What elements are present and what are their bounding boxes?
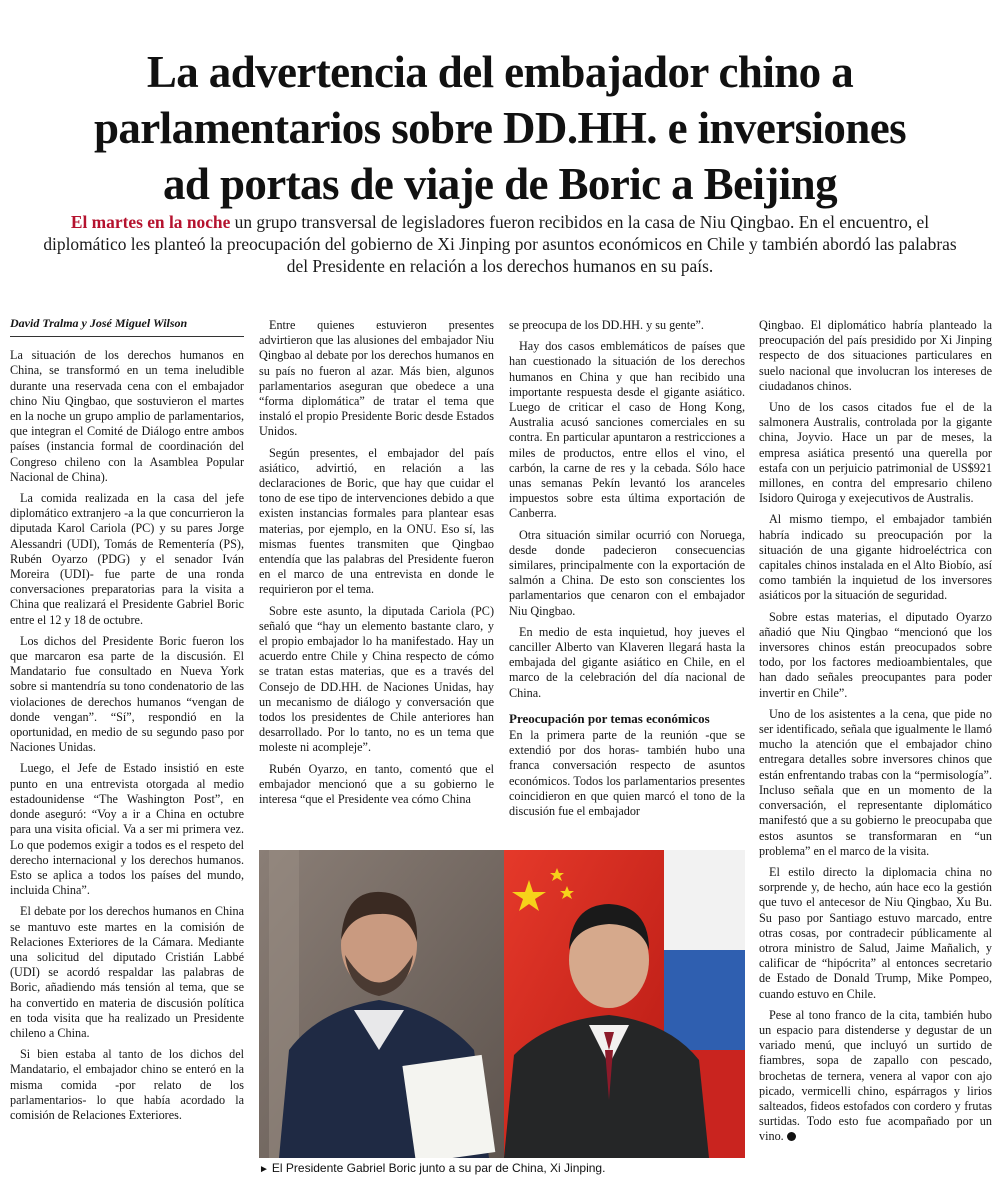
russia-flag xyxy=(664,850,745,950)
paragraph-last xyxy=(759,1008,992,1145)
article-column-1 xyxy=(10,318,244,1129)
paragraph: La situación de los derechos humanos en China, se transformó en un tema ineludible durante una reservada cena con el embajador chino Niu Qingbao, que sostuvieron el martes en la noche un grupo amplio de parlamentarios, que integran el Comité de Diálogo entre ambos países (instancia formal de coordinación del Congreso chileno con la Asamblea Popular Nacional de China). xyxy=(10,348,244,484)
headline-line-2: parlamentarios sobre DD.HH. e inversiones xyxy=(93,103,906,154)
article-column-3 xyxy=(509,318,745,825)
paragraph: Según presentes, el embajador del país asiático, advirtió, en relación a las declaraciones de Boric, que hay que cuidar el tono de ese tipo de intervenciones debido a que existen instancias formales para plantear esas materias, por ejemplo, en la ONU. Eso sí, las mismas fuentes transmiten que Qingbao entendía que las palabras del Presidente fueron en el marco de una entrevista en donde le requirieron por el tema. xyxy=(259,445,494,597)
paragraph: Luego, el Jefe de Estado insistió en este punto en una entrevista otorgada al medio estadounidense “The Washington Post”, en donde aseguró: “Voy a ir a China en octubre para una visita oficial. Va a ser mi primera vez. Lo que podemos exigir a todos es el respeto del derecho internacional y los derechos humanos. Esto se aplica a todos los países del mundo, incluida China”. xyxy=(10,761,244,898)
lead-kicker: El martes en la noche xyxy=(70,212,231,232)
paragraph: En medio de esta inquietud, hoy jueves el canciller Alberto van Klaveren llegará hasta la embajada del gigante asiático en Chile, en el marco de la celebración del día nacional de China. xyxy=(509,624,745,700)
headline-line-3: ad portas de viaje de Boric a Beijing xyxy=(162,159,837,210)
paragraph: La comida realizada en la casa del jefe diplomático extranjero -a la que concurrieron la diputada Karol Cariola (PC) y su pares Jorge Alessandri (UDI), Tomás de Rementería (PS), Rubén Oyarzo (PDG) y el senador Iván Moreira (UDI)- fue parte de una ronda conversaciones preparatorias para la visita a China que realizará el Presidente Gabriel Boric entre el 12 y 18 de octubre. xyxy=(10,491,244,627)
paragraph: Los dichos del Presidente Boric fueron los que marcaron esa parte de la discusión. El Mandatario fue consultado en Nueva York sobre si mantendría su tono condenatorio de las violaciones de derechos humanos “vengan de donde vengan”. “Sí”, respondió en la oportunidad, en medio de su segundo paso por Naciones Unidas. xyxy=(10,633,244,755)
headline-line-1: La advertencia del embajador chino a xyxy=(146,47,854,98)
paragraph: Sobre estas materias, el diputado Oyarzo añadió que Niu Qingbao “mencionó que los inversores chinos están preocupados sobre todo, por los factores medioambientales, que han dado señales preocupantes para poder invertir en Chile”. xyxy=(759,609,992,700)
news-photo xyxy=(259,850,745,1158)
caption-marker-icon: ► xyxy=(259,1164,269,1175)
subheading: Preocupación por temas económicos xyxy=(509,710,710,726)
article-column-4 xyxy=(759,318,992,1151)
byline: David Tralma y José Miguel Wilson xyxy=(10,316,244,337)
lead-paragraph xyxy=(40,211,960,277)
paragraph: se preocupa de los DD.HH. y su gente”. xyxy=(509,318,704,332)
paragraph: Si bien estaba al tanto de los dichos del Mandatario, el embajador chino se enteró en la misma comida -por relato de los parlamentarios- lo que había acordado la comisión de Relaciones Exteriores. xyxy=(10,1047,244,1122)
caption-text: El Presidente Gabriel Boric junto a su par de China, Xi Jinping. xyxy=(271,1161,606,1175)
photo-illustration xyxy=(259,850,745,1158)
photo-caption xyxy=(259,1161,745,1177)
end-mark-icon xyxy=(787,1132,796,1141)
paragraph: En la primera parte de la reunión -que se extendió por dos horas- también hubo una franca conversación respecto de asuntos económicos. Todos los parlamentarios presentes coincidieron en que quien marcó el tono de la discusión fue el embajador xyxy=(509,728,745,819)
paragraph: El estilo directo la diplomacia china no sorprende y, de hecho, aún hace eco la gestión que tuvo el antecesor de Niu Qingbao, Xu Bu. Su paso por Santiago estuvo marcado, entre otras cosas, por contradecir públicamente al otrora ministro de Salud, Jaime Mañalich, y calificar de “hipócrita” al entonces secretario de Estado de Donald Trump, Mike Pompeo, cuando estuvo en Chile. xyxy=(759,864,992,1001)
paragraph: Al mismo tiempo, el embajador también habría indicado su preocupación por la situación de una gigante hidroeléctrica con capitales chinos instalada en el Alto Biobío, así como también la inquietud de los inversores asiáticos por la situación de seguridad. xyxy=(759,512,992,603)
paragraph: Rubén Oyarzo, en tanto, comentó que el embajador mencionó que a su gobierno le interesa “que el Presidente vea cómo China xyxy=(259,761,494,807)
paragraph: Sobre este asunto, la diputada Cariola (PC) señaló que “hay un elemento bastante claro, y el propio embajador lo ha manifestado. Hay un acuerdo entre Chile y China respecto de cómo se tratan estas materias, que es a través del Consejo de DD.HH. de Naciones Unidas, hay un mecanismo de diálogo y conversación que todos los presidentes de Chile anteriores han desarrollado. Por lo tanto, no es un tema que moleste ni acompleje”. xyxy=(259,603,494,755)
paragraph: Entre quienes estuvieron presentes advirtieron que las alusiones del embajador Niu Qingbao al debate por los derechos humanos en su país no fueron al azar. Más bien, algunos parlamentarios aseguran que obedece a una “forma diplomática” de tratar el tema que instaló el propio Presidente Boric desde Estados Unidos. xyxy=(259,318,494,439)
lead-text: un grupo transversal de legisladores fueron recibidos en la casa de Niu Qingbao. En el encuentro, el diplomático les planteó la preocupación del gobierno de Xi Jinping por asuntos económicos en Chile y también abordó las palabras del Presidente en relación a los derechos humanos en su país. xyxy=(43,212,957,276)
article-column-2 xyxy=(259,318,494,813)
paragraph: Uno de los casos citados fue el de la salmonera Australis, controlada por la gigante china, Joyvio. Hace un par de meses, la empresa asiática presentó una querella por estafa con un perjuicio patrimonial de US$921 millones, en contra del empresario chileno Isidoro Quiroga y exejecutivos de Australis. xyxy=(759,400,992,506)
paragraph: Otra situación similar ocurrió con Noruega, desde donde padecieron consecuencias similares, principalmente con la exportación de salmón a China. De esto son conscientes los parlamentarios que cenaron con el embajador Niu Qingbao. xyxy=(509,527,745,618)
paragraph-text: Pese al tono franco de la cita, también hubo un espacio para distenderse y degustar de un variado menú, que incluyó un surtido de fiambres, sopa de zapallo con pescado, brochetas de ternera, venera al vapor con ajo picado, vermicelli chino, espárragos y lirios salteados, fideos estofados con cordero y frutas surtidas. Todo esto fue acompañado por un vino. xyxy=(759,1007,992,1144)
paragraph: Uno de los asistentes a la cena, que pide no ser identificado, señala que igualmente le llamó mucho la atención que el embajador chino entregara detalles sobre inversores chinos que están enfrentando trabas con la “permisología”. Incluso señala que en un momento de la conversación, el representante diplomático manifestó que a su gobierno le preocupaba que estos asuntos se transformaran en “un problema” en el marco de la visita. xyxy=(759,706,992,858)
paragraph: Qingbao. El diplomático habría planteado la preocupación del país presidido por Xi Jinping respecto de dos situaciones particulares en suelo nacional que involucran los intereses de ciudadanos chinos. xyxy=(759,318,992,393)
headline xyxy=(20,44,980,212)
paragraph: Hay dos casos emblemáticos de países que han cuestionado la situación de los derechos humanos en China y que han recibido una importante respuesta desde el gigante asiático. Luego de criticar el caso de Hong Kong, Australia acusó sanciones comerciales en su contra. En particular apuntaron a restricciones a miles de productos, entre ellos el vino, el carbón, la carne de res y la cebada. Sólo hace unas semanas Pekín levantó los aranceles impuestos sobre esta última exportación de Canberra. xyxy=(509,339,745,521)
paragraph: El debate por los derechos humanos en China se mantuvo este martes en la comisión de Relaciones Exteriores de la Cámara. Mediante una solicitud del diputado Cristián Labbé (UDI) se acordó respaldar las palabras de Boric, añadiendo más tensión al tema, que se ha convertido en materia de discusión política en toda visita que ha realizado un Presidente chileno a China. xyxy=(10,904,244,1040)
